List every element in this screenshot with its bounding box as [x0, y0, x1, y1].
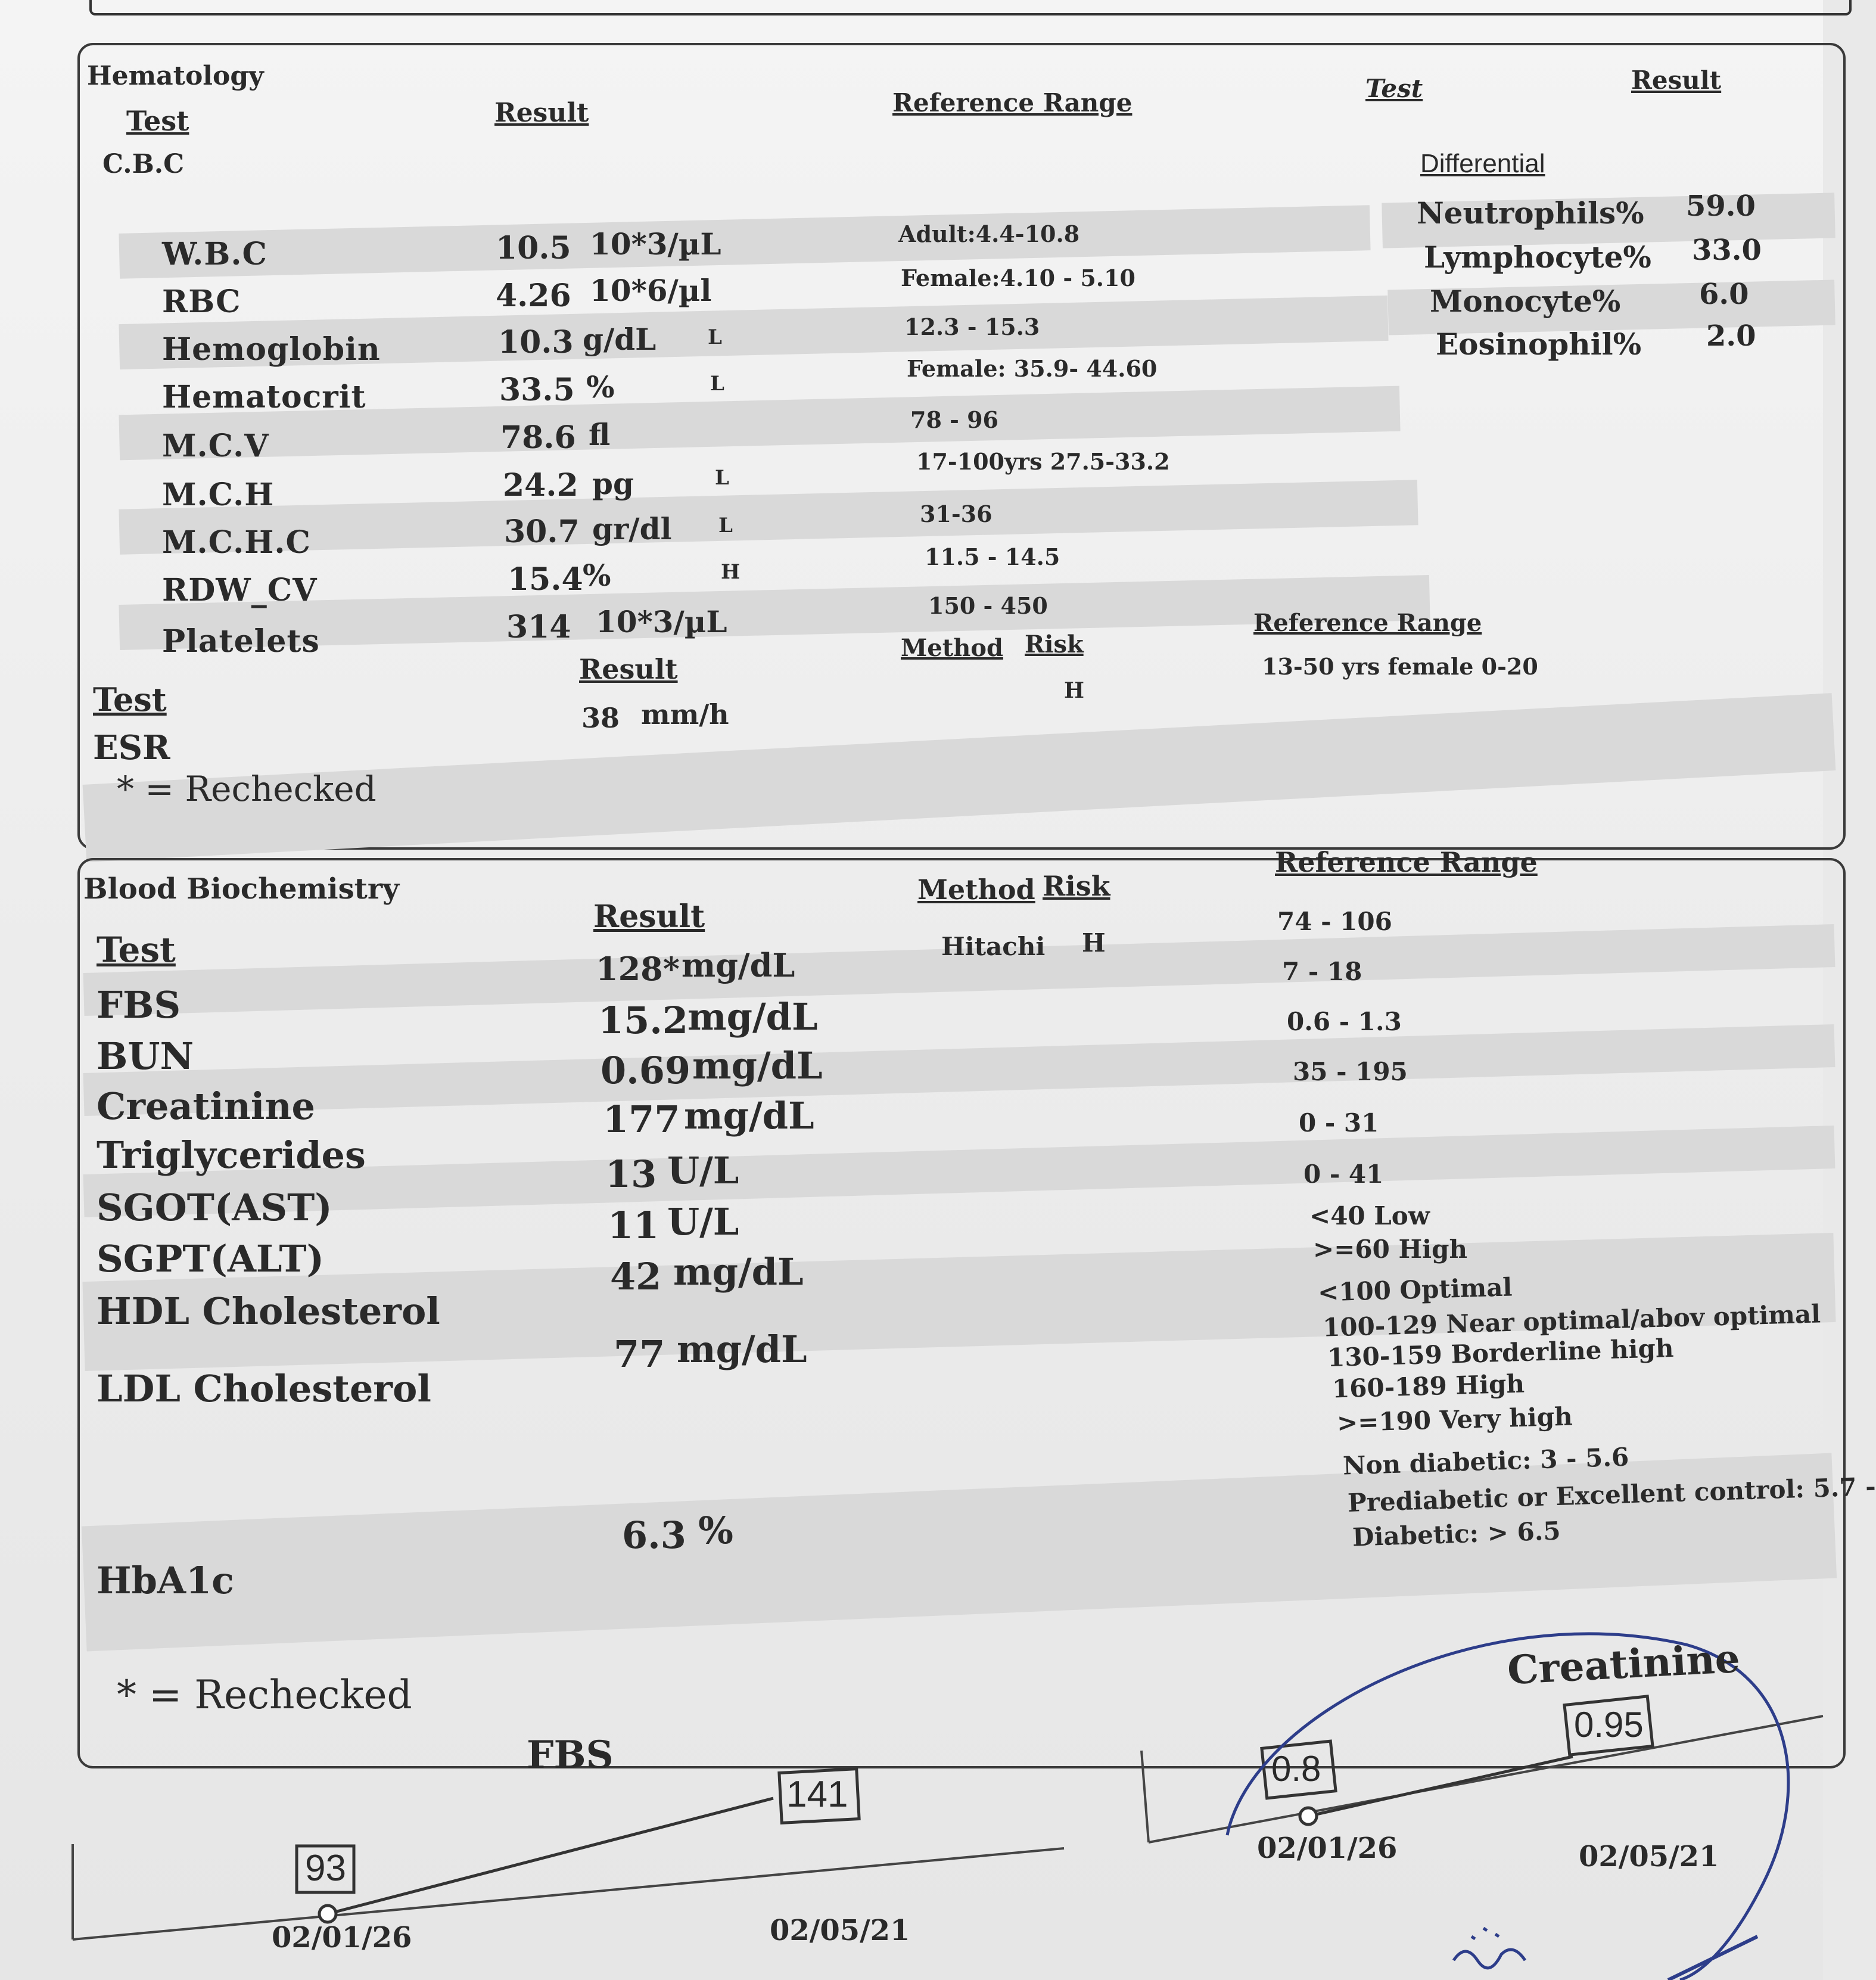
result-header: Result: [494, 98, 589, 128]
test-name: SGPT(ALT): [97, 1237, 324, 1280]
test-flag: L: [708, 325, 722, 349]
test-value: 10.3: [498, 324, 574, 360]
test-value: 42: [610, 1255, 662, 1298]
test-reference: Adult:4.4-10.8: [898, 220, 1080, 247]
test-name: HDL Cholesterol: [97, 1289, 440, 1333]
test-name: Hematocrit: [162, 379, 366, 415]
handwritten-signature: [1454, 1928, 1525, 1968]
test-reference: 17-100yrs 27.5-33.2: [916, 448, 1170, 475]
creatinine-y-axis: [1141, 1751, 1149, 1842]
test-unit: gr/dl: [592, 511, 672, 546]
diff-test-header: Test: [1365, 74, 1423, 103]
esr-reference: 13-50 yrs female 0-20: [1262, 653, 1538, 680]
esr-unit: mm/h: [641, 698, 729, 731]
test-value: 15.4: [508, 561, 583, 598]
diff-name: Eosinophil%: [1436, 327, 1642, 362]
test-unit: %: [583, 558, 611, 593]
test-reference: 150 - 450: [928, 592, 1048, 619]
test-unit: 10*3/µL: [596, 604, 727, 639]
test-value: 78.6: [500, 419, 576, 456]
test-flag: L: [715, 466, 729, 490]
diff-name: Lymphocyte%: [1424, 240, 1651, 275]
creatinine-value-label: 0.8: [1271, 1749, 1321, 1789]
fbs-point: [319, 1906, 336, 1922]
test-value: 11: [608, 1204, 659, 1247]
test-name: M.C.H.C: [162, 524, 311, 561]
test-value: 4.26: [496, 278, 571, 314]
test-name: M.C.H: [162, 477, 275, 513]
cbc-group-label: C.B.C: [102, 149, 185, 179]
test-reference-line: 160-189 High: [1331, 1369, 1525, 1404]
test-name: Platelets: [162, 623, 320, 660]
test-header: Test: [126, 105, 189, 137]
esr-method-header: Method: [901, 634, 1003, 662]
test-reference-line: >=60 High: [1313, 1235, 1467, 1264]
test-unit: g/dL: [583, 322, 657, 357]
bio-method-header: Method: [917, 874, 1035, 906]
test-name: FBS: [97, 983, 181, 1027]
creatinine-point: [1300, 1808, 1317, 1824]
test-method: Hitachi: [941, 932, 1046, 961]
test-value: 15.2: [598, 999, 689, 1042]
test-value: 33.5: [499, 372, 575, 408]
test-reference-line: <40 Low: [1309, 1201, 1430, 1230]
test-flag: L: [718, 514, 733, 537]
test-risk: H: [1082, 928, 1106, 958]
test-value: 6.3: [622, 1513, 686, 1557]
test-reference: 7 - 18: [1282, 957, 1362, 986]
test-reference-line: Non diabetic: 3 - 5.6: [1342, 1442, 1629, 1481]
creatinine-date-label: 02/01/26: [1257, 1832, 1398, 1865]
esr-risk: H: [1064, 678, 1085, 703]
rechecked-footnote: * = Rechecked: [117, 1672, 412, 1718]
test-value: 10.5: [496, 230, 571, 266]
fbs-date-label: 02/01/26: [272, 1921, 412, 1954]
esr-reference-header: Reference Range: [1253, 609, 1482, 637]
test-value: 0.69: [601, 1049, 691, 1092]
test-reference: 0.6 - 1.3: [1287, 1007, 1402, 1036]
esr-value: 38: [581, 702, 620, 734]
esr-risk-header: Risk: [1025, 630, 1084, 658]
test-reference: 0 - 41: [1303, 1160, 1384, 1189]
diff-name: Neutrophils%: [1417, 195, 1644, 231]
test-flag: L: [710, 372, 724, 396]
rechecked-footnote: * = Rechecked: [117, 769, 377, 809]
diff-value: 59.0: [1686, 189, 1756, 223]
test-flag: H: [721, 560, 741, 584]
test-reference: 74 - 106: [1277, 907, 1392, 936]
fbs-chart-title: FBS: [527, 1733, 614, 1777]
test-reference-line: 100-129 Near optimal/abov optimal: [1322, 1299, 1821, 1342]
test-value: 128*: [596, 950, 680, 988]
creatinine-x-axis: [1149, 1716, 1823, 1842]
test-name: RDW_CV: [162, 572, 318, 608]
test-reference: 31-36: [920, 501, 993, 527]
bio-risk-header: Risk: [1043, 870, 1110, 902]
test-name: M.C.V: [162, 428, 269, 464]
test-reference: 35 - 195: [1293, 1057, 1408, 1086]
test-value: 30.7: [504, 514, 580, 550]
pen-stroke-mark: [1668, 1937, 1757, 1980]
test-unit: U/L: [667, 1200, 739, 1244]
bio-reference-header: Reference Range: [1275, 846, 1538, 878]
diff-value: 33.0: [1692, 234, 1762, 267]
fbs-date-label: 02/05/21: [770, 1914, 910, 1947]
test-unit: %: [586, 369, 615, 405]
test-reference-line: <100 Optimal: [1317, 1272, 1513, 1307]
test-reference: 78 - 96: [910, 406, 998, 433]
test-unit: pg: [592, 466, 634, 501]
test-name: BUN: [97, 1034, 194, 1078]
creatinine-value-label: 0.95: [1574, 1705, 1644, 1745]
test-name: SGOT(AST): [97, 1186, 332, 1229]
test-reference: Female: 35.9- 44.60: [907, 355, 1158, 382]
biochemistry-title: Blood Biochemistry: [83, 872, 399, 906]
esr-result-header: Result: [579, 653, 678, 685]
differential-title: Differential: [1420, 149, 1545, 178]
test-name: RBC: [162, 284, 241, 320]
test-unit: mg/dL: [673, 1250, 804, 1294]
creatinine-series-line: [1308, 1757, 1573, 1816]
esr-test-header: Test: [93, 680, 167, 719]
diff-value: 6.0: [1699, 278, 1749, 311]
test-reference-line: >=190 Very high: [1336, 1401, 1573, 1438]
test-value: 314: [506, 609, 571, 645]
test-unit: %: [698, 1509, 733, 1552]
test-reference: 12.3 - 15.3: [904, 313, 1040, 340]
test-unit: 10*6/µl: [590, 273, 712, 308]
fbs-x-axis: [73, 1848, 1064, 1939]
test-unit: mg/dL: [677, 1328, 807, 1371]
test-name: Creatinine: [97, 1084, 315, 1128]
test-reference-line: Diabetic: > 6.5: [1352, 1516, 1561, 1552]
test-unit: mg/dL: [687, 995, 818, 1039]
hematology-title: Hematology: [87, 61, 264, 91]
test-reference: 11.5 - 14.5: [925, 543, 1060, 570]
test-unit: mg/dL: [692, 1044, 823, 1087]
diff-result-header: Result: [1631, 66, 1722, 95]
test-value: 177: [603, 1098, 680, 1141]
test-name: LDL Cholesterol: [97, 1367, 431, 1410]
test-unit: U/L: [667, 1149, 739, 1192]
test-unit: 10*3/µL: [590, 226, 721, 262]
fbs-value-label: 141: [786, 1774, 848, 1815]
test-value: 77: [614, 1332, 665, 1376]
diff-value: 2.0: [1706, 319, 1756, 353]
creatinine-date-label: 02/05/21: [1579, 1840, 1719, 1873]
test-name: Triglycerides: [97, 1133, 366, 1177]
bio-test-header: Test: [97, 930, 176, 970]
test-name: HbA1c: [97, 1559, 234, 1602]
bio-result-header: Result: [593, 899, 705, 935]
diff-name: Monocyte%: [1430, 284, 1621, 319]
test-reference: 0 - 31: [1299, 1108, 1379, 1137]
reference-range-header: Reference Range: [892, 88, 1133, 117]
test-unit: mg/dL: [684, 1094, 814, 1137]
test-name: Hemoglobin: [162, 331, 381, 368]
test-reference: Female:4.10 - 5.10: [901, 265, 1135, 291]
fbs-value-label: 93: [305, 1848, 346, 1889]
test-value: 24.2: [503, 467, 578, 503]
test-reference-line: Prediabetic or Excellent control: 5.7 -: [1347, 1472, 1876, 1518]
test-value: 13: [605, 1152, 657, 1196]
esr-name: ESR: [93, 728, 170, 767]
creatinine-chart-title: Creatinine: [1506, 1634, 1741, 1694]
test-name: W.B.C: [162, 236, 267, 272]
test-reference-line: 130-159 Borderline high: [1327, 1333, 1675, 1373]
test-unit: mg/dL: [682, 946, 795, 984]
test-unit: fl: [589, 417, 611, 452]
